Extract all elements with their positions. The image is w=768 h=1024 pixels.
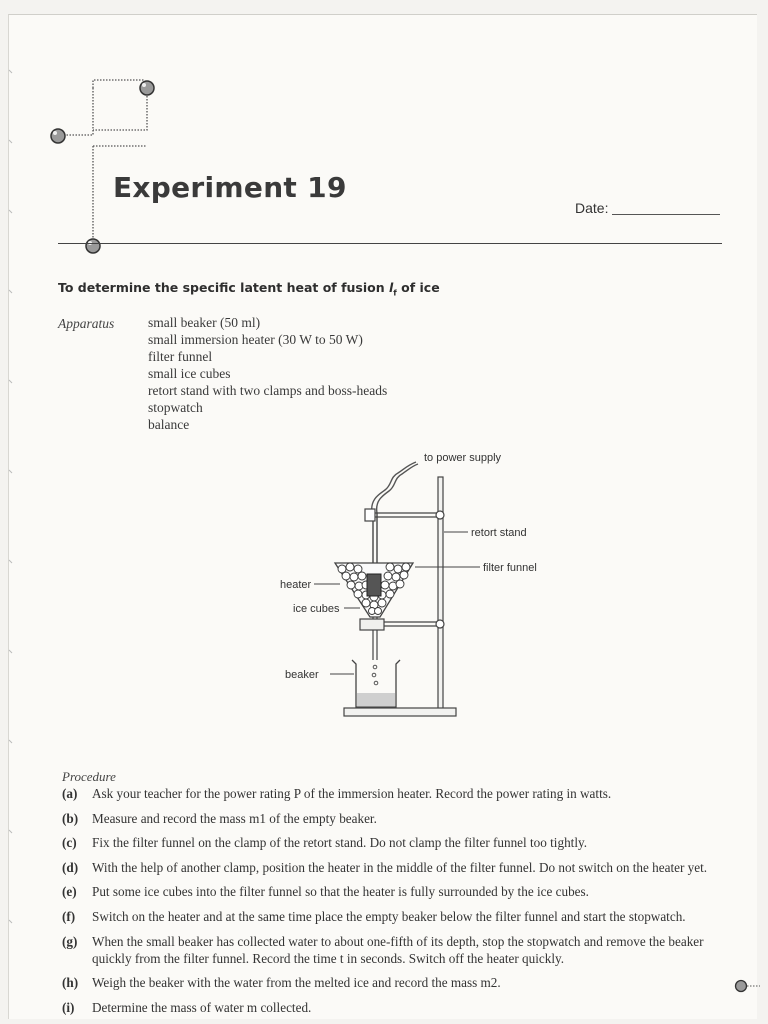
step-letter: (b) xyxy=(62,810,79,826)
retort-stand-base xyxy=(344,708,456,716)
apparatus-item: balance xyxy=(148,417,190,432)
step-letter: (e) xyxy=(62,884,77,900)
label-beaker: beaker xyxy=(285,669,319,681)
step-text: Switch on the heater and at the same time place the empty beaker below the filter funnel and start the stopwatch. xyxy=(92,908,686,924)
connector-node-icon xyxy=(86,239,100,253)
connector-node-icon xyxy=(51,129,65,143)
apparatus-item: small ice cubes xyxy=(148,366,231,381)
apparatus-item: small beaker (50 ml) xyxy=(148,315,261,330)
step-text: Ask your teacher for the power rating P of the immersion heater. Record the power rating in watts. xyxy=(92,786,612,801)
procedure-step xyxy=(62,974,738,991)
header-divider xyxy=(58,243,722,244)
step-letter: (d) xyxy=(62,859,79,875)
step-text: Determine the mass of water m collected. xyxy=(92,999,312,1015)
connector-node-icon xyxy=(140,81,154,95)
apparatus-list xyxy=(148,314,387,433)
page-title: Experiment 19 xyxy=(113,171,347,204)
step-letter: (h) xyxy=(62,975,79,991)
footer-connector-decoration xyxy=(732,976,762,996)
date-label: Date: xyxy=(575,200,609,216)
experiment-aim: To determine the specific latent heat of fusion $l_f$ of ice xyxy=(58,280,440,298)
step-letter: (c) xyxy=(62,835,77,851)
procedure-step xyxy=(62,834,738,851)
step-text: Weigh the beaker with the water from the melted ice and record the mass m2. xyxy=(92,975,501,991)
apparatus-item: filter funnel xyxy=(148,349,213,364)
procedure-step xyxy=(62,883,738,900)
step-text: When the small beaker has collected water to about one-fifth of its depth, stop the stopwatch and remove the beaker quickly from the filter funnel. Record the time t in seconds. Switch off the heater quickly. xyxy=(92,933,704,966)
connector-node-icon xyxy=(736,981,747,992)
apparatus-item: retort stand with two clamps and boss-heads xyxy=(148,383,388,398)
step-text: Fix the filter funnel on the clamp of the retort stand. Do not clamp the filter funnel too tightly. xyxy=(92,835,588,851)
header-connector-decoration xyxy=(40,70,210,340)
label-heater: heater xyxy=(280,579,312,591)
date-field xyxy=(575,200,720,216)
margin-ticks-decoration xyxy=(8,60,14,1000)
apparatus-heading: Apparatus xyxy=(58,316,115,331)
step-text: Put some ice cubes into the filter funnel so that the heater is fully surrounded by the ice cubes. xyxy=(92,884,589,900)
step-text: Measure and record the mass m1 of the empty beaker. xyxy=(92,810,377,826)
procedure-step xyxy=(62,785,738,802)
procedure-steps xyxy=(62,785,738,1023)
step-letter: (g) xyxy=(62,933,78,949)
date-blank-line xyxy=(612,214,720,215)
procedure-step xyxy=(62,908,738,925)
label-ice-cubes: ice cubes xyxy=(293,603,340,615)
procedure-step xyxy=(62,999,738,1016)
procedure-step xyxy=(62,810,738,827)
procedure-step xyxy=(62,859,738,876)
step-letter: (a) xyxy=(62,786,78,801)
immersion-heater xyxy=(367,574,381,596)
apparatus-item: stopwatch xyxy=(148,400,203,415)
label-retort-stand: retort stand xyxy=(471,527,527,539)
apparatus-diagram xyxy=(270,445,540,725)
power-cable xyxy=(372,462,416,513)
apparatus-item: small immersion heater (30 W to 50 W) xyxy=(148,332,363,347)
label-filter-funnel: filter funnel xyxy=(483,562,537,574)
step-letter: (f) xyxy=(62,908,76,924)
label-power-supply: to power supply xyxy=(424,452,502,464)
procedure-step xyxy=(62,933,738,967)
step-text: With the help of another clamp, position the heater in the middle of the filter funnel. Do not switch on the heater yet. xyxy=(92,859,708,875)
procedure-heading: Procedure xyxy=(62,769,116,784)
step-letter: (i) xyxy=(62,999,75,1015)
